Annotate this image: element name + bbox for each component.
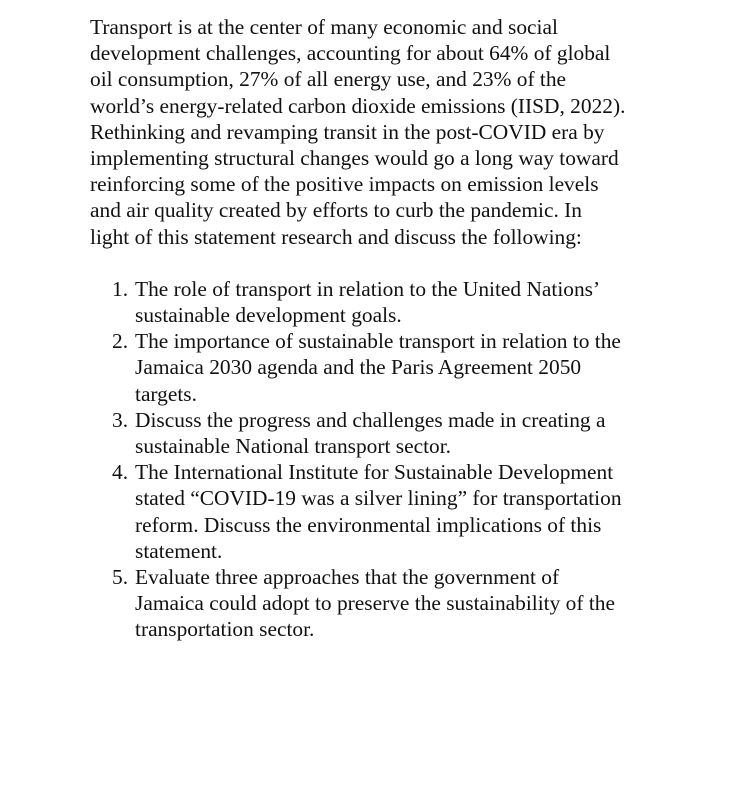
question-line: reform. Discuss the environmental implications of this [135,512,602,537]
question-number: 2. [112,329,129,354]
intro-line: development challenges, accounting for about 64% of global [90,41,611,66]
question-line: Jamaica 2030 agenda and the Paris Agreement 2050 [135,355,582,380]
intro-line: world’s energy-related carbon dioxide emissions (IISD, 2022). [90,93,626,118]
question-item-1 [90,276,670,328]
question-line: sustainable development goals. [135,303,402,328]
question-line: Discuss the progress and challenges made in creating a [135,407,606,432]
question-list [90,276,670,643]
question-item-4 [90,459,670,564]
question-number: 5. [112,565,129,590]
question-line: The importance of sustainable transport in relation to the [135,329,621,354]
intro-line: reinforcing some of the positive impacts on emission levels [90,172,599,197]
question-item-5 [90,564,670,643]
question-line: Jamaica could adopt to preserve the sustainability of the [135,591,615,616]
intro-line: and air quality created by efforts to curb the pandemic. In [90,198,582,223]
intro-line: Transport is at the center of many economic and social [90,15,558,39]
intro-line: implementing structural changes would go a long way toward [90,146,619,171]
question-item-3 [90,407,670,459]
intro-paragraph [90,14,670,250]
question-number: 4. [112,460,129,485]
question-line: targets. [135,381,197,406]
question-line: sustainable National transport sector. [135,434,452,459]
question-line: statement. [135,538,223,563]
intro-line: Rethinking and revamping transit in the post-COVID era by [90,119,605,144]
question-line: The role of transport in relation to the United Nations’ [135,276,601,301]
question-line: The International Institute for Sustainable Development [135,460,614,485]
question-number: 3. [112,407,129,432]
question-item-2 [90,328,670,407]
intro-line: light of this statement research and discuss the following: [90,224,582,249]
question-number: 1. [112,276,129,301]
intro-line: oil consumption, 27% of all energy use, and 23% of the [90,67,567,92]
question-line: transportation sector. [135,617,315,642]
document-body [90,14,670,643]
question-line: stated “COVID-19 was a silver lining” for transportation [135,486,622,511]
question-line: Evaluate three approaches that the government of [135,565,560,590]
